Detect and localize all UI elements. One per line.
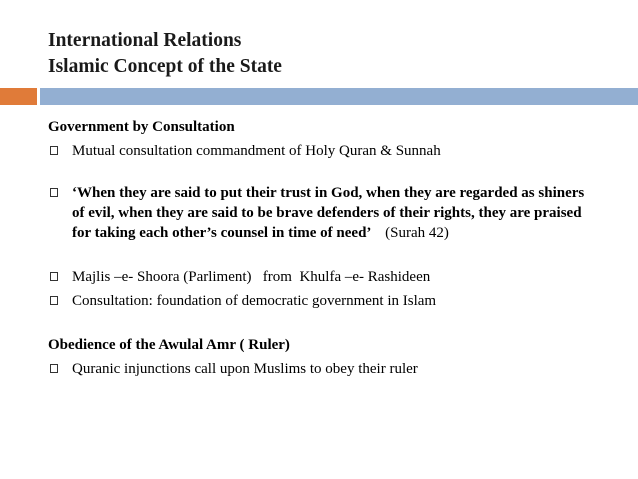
accent-bar-orange xyxy=(0,88,37,105)
square-bullet-icon xyxy=(50,296,58,305)
list-item xyxy=(48,267,608,287)
list-item xyxy=(48,291,608,311)
list-item-text: Majlis –e- Shoora (Parliment) from Khulfa –e- Rashideen xyxy=(72,269,431,285)
quote-citation: (Surah 42) xyxy=(385,225,449,241)
quote-text: ‘When they are said to put their trust in God, when they are regarded as shiners of evil, when they are said to be brave defenders of their rights, they are praised for taking each other’s counsel in time of need’ xyxy=(72,185,585,241)
list-item xyxy=(48,359,608,379)
list-item xyxy=(48,141,608,161)
square-bullet-icon xyxy=(50,272,58,281)
slide-title xyxy=(48,28,282,80)
list-item-quote xyxy=(48,183,608,243)
section-heading-obedience: Obedience of the Awulal Amr ( Ruler) xyxy=(48,337,290,353)
square-bullet-icon xyxy=(50,146,58,155)
accent-bar-blue xyxy=(40,88,638,105)
title-line-2: Islamic Concept of the State xyxy=(48,56,282,77)
title-line-1: International Relations xyxy=(48,30,242,51)
list-item-text: Consultation: foundation of democratic government in Islam xyxy=(72,293,437,309)
slide-content xyxy=(48,117,608,379)
list-item-text: Quranic injunctions call upon Muslims to obey their ruler xyxy=(72,361,418,377)
square-bullet-icon xyxy=(50,364,58,373)
square-bullet-icon xyxy=(50,188,58,197)
list-item-text: Mutual consultation commandment of Holy Quran & Sunnah xyxy=(72,143,441,159)
section-heading-consultation: Government by Consultation xyxy=(48,119,235,135)
